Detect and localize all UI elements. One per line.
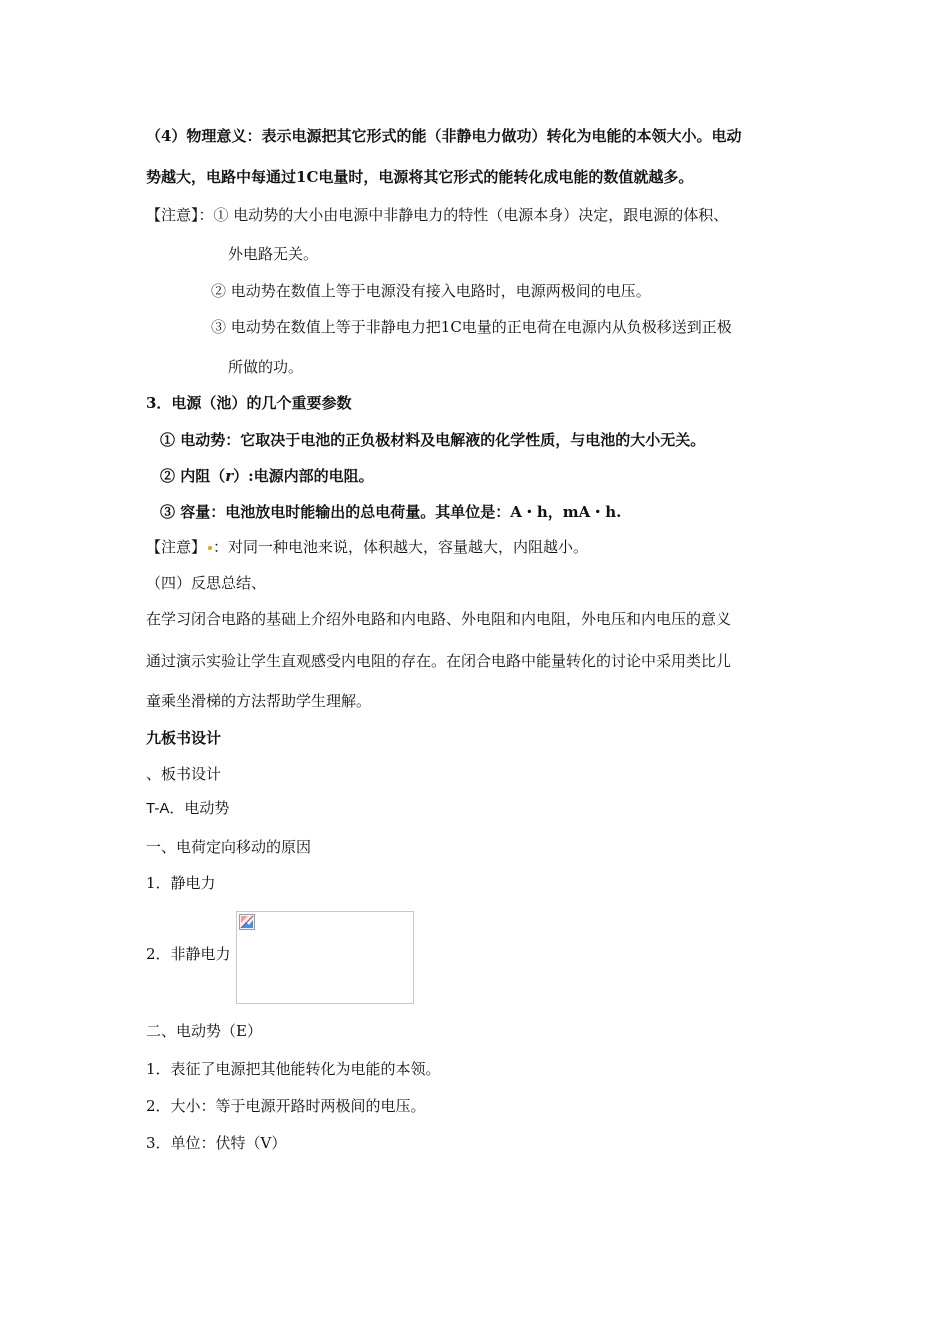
- board-part-2-item-1: 1．表征了电源把其他能转化为电能的本领。: [146, 1060, 441, 1078]
- board-part-1-item-2: 2．非静电力: [146, 945, 231, 963]
- param-internal-resistance: [160, 466, 374, 486]
- board-subheading: 、板书设计: [146, 765, 222, 783]
- board-part-1: 一、电荷定向移动的原因: [146, 838, 312, 856]
- board-part-2-item-3: 3．单位：伏特（V）: [146, 1134, 287, 1152]
- note-label: 【注意】: [146, 538, 207, 556]
- param-internal-suffix: ）:电源内部的电阻。: [233, 467, 374, 485]
- note-item-1-cont: 外电路无关。: [228, 245, 319, 263]
- param-internal-var: r: [225, 467, 234, 485]
- meaning-line-2: 势越大，电路中每通过1C电量时，电源将其它形式的能转化成电能的数值就越多。: [146, 168, 694, 186]
- note-emf: [146, 205, 728, 225]
- note-capacity-text: ：对同一种电池来说，体积越大，容量越大，内阻越小。: [213, 538, 589, 556]
- note-item-3: ③ 电动势在数值上等于非静电力把1C电量的正电荷在电源内从负极移送到正极: [211, 318, 732, 336]
- board-part-2: 二、电动势（E）: [146, 1022, 262, 1040]
- board-title: T-A．电动势: [146, 800, 230, 817]
- image-placeholder: [236, 911, 414, 1004]
- param-capacity: ③ 容量：电池放电时能输出的总电荷量。其单位是：A・h，mA・h.: [160, 503, 622, 521]
- param-emf: ① 电动势：它取决于电池的正负极材料及电解液的化学性质，与电池的大小无关。: [160, 431, 706, 449]
- params-heading: 3．电源（池）的几个重要参数: [146, 394, 352, 412]
- reflection-line-2: 通过演示实验让学生直观感受内电阻的存在。在闭合电路中能量转化的讨论中采用类比儿: [146, 652, 732, 670]
- board-part-2-item-2: 2．大小：等于电源开路时两极间的电压。: [146, 1097, 426, 1115]
- note-separator: ：: [198, 206, 214, 224]
- note-label: 【注意】: [146, 206, 199, 224]
- broken-image-icon: [239, 914, 255, 930]
- board-heading: 九板书设计: [146, 729, 222, 747]
- note-mark: [208, 546, 212, 550]
- note-capacity: [146, 537, 588, 557]
- reflection-line-1: 在学习闭合电路的基础上介绍外电路和内电路、外电阻和内电阻，外电压和内电压的意义: [146, 610, 732, 628]
- note-item-1: ① 电动势的大小由电源中非静电力的特性（电源本身）决定，跟电源的体积、: [213, 206, 729, 224]
- note-item-3-cont: 所做的功。: [228, 358, 304, 376]
- board-part-1-item-1: 1．静电力: [146, 874, 216, 892]
- param-internal-prefix: ② 内阻（: [160, 467, 226, 485]
- meaning-line-1: （4）物理意义：表示电源把其它形式的能（非静电力做功）转化为电能的本领大小。电动: [146, 127, 742, 145]
- reflection-heading: （四）反思总结、: [146, 574, 267, 592]
- note-item-2: ② 电动势在数值上等于电源没有接入电路时，电源两极间的电压。: [211, 282, 651, 300]
- reflection-line-3: 童乘坐滑梯的方法帮助学生理解。: [146, 692, 372, 710]
